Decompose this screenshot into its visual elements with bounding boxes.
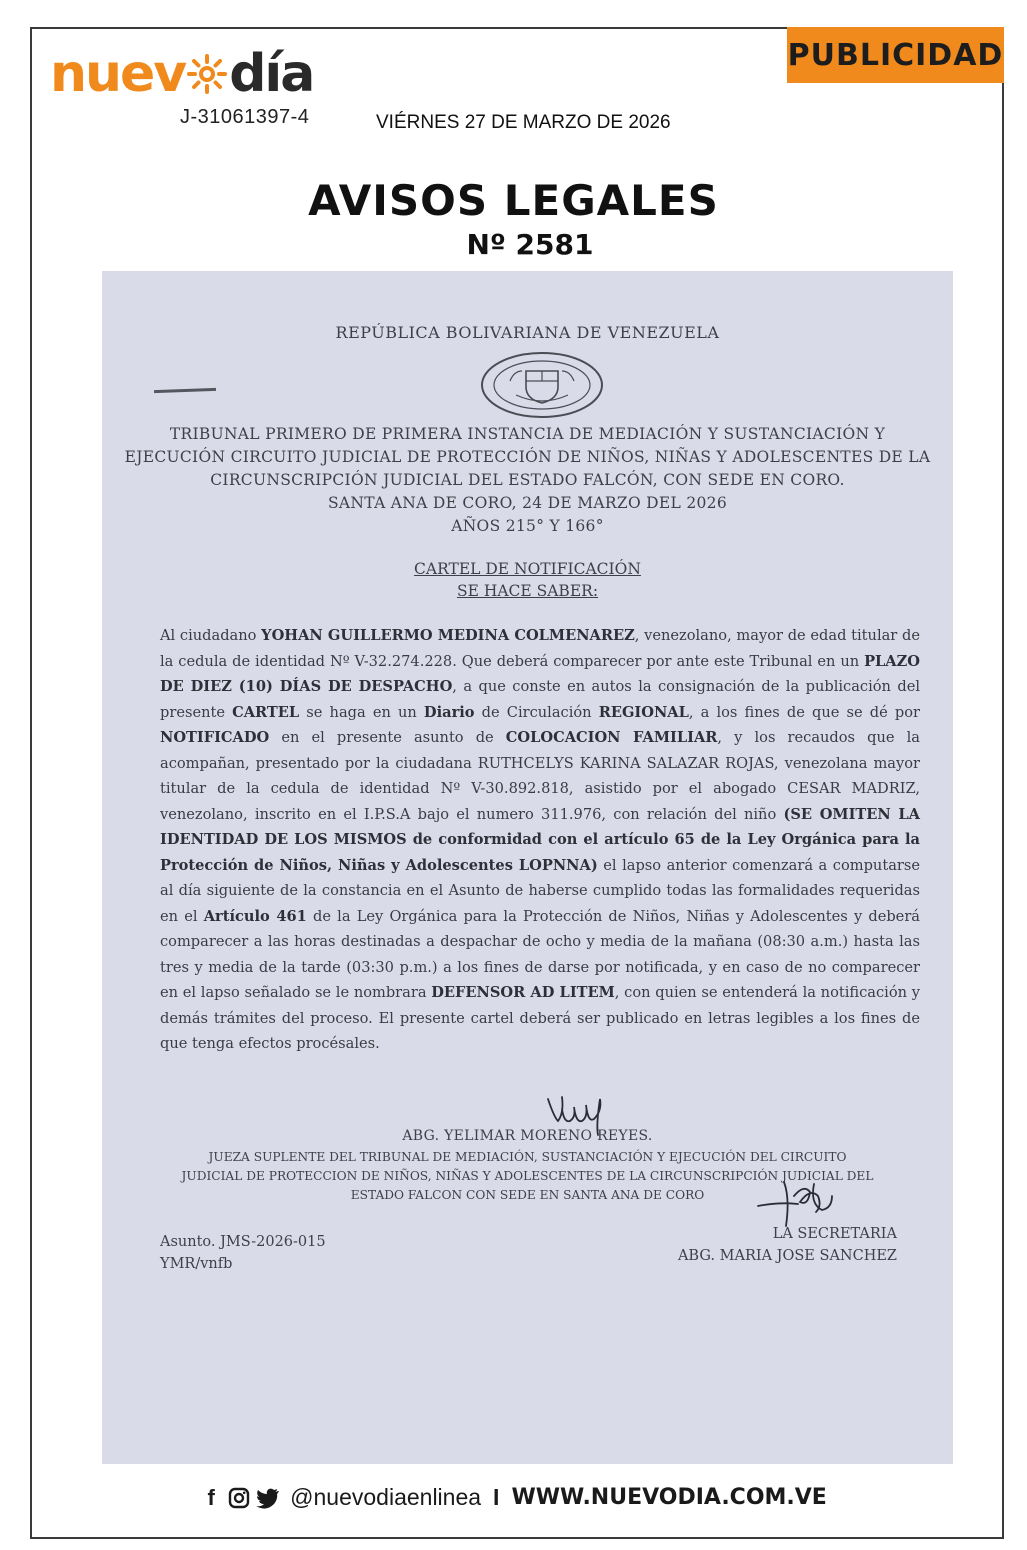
tribunal-heading bbox=[102, 423, 953, 538]
footer-separator: I bbox=[493, 1484, 500, 1510]
pen-mark bbox=[154, 388, 216, 393]
social-handle[interactable]: @nuevodiaenlinea bbox=[290, 1484, 482, 1510]
footer bbox=[0, 1484, 1027, 1511]
judge-title-line: ESTADO FALCON CON SEDE EN SANTA ANA DE CORO bbox=[350, 1188, 705, 1202]
page-title: AVISOS LEGALES bbox=[308, 176, 719, 225]
company-rif: J-31061397-4 bbox=[180, 106, 310, 128]
cartel-title: CARTEL DE NOTIFICACIÓN bbox=[414, 560, 641, 578]
years-line: AÑOS 215° Y 166° bbox=[451, 517, 604, 535]
logo-wordmark: nuev día bbox=[50, 44, 314, 104]
judge-title-line: JUEZA SUPLENTE DEL TRIBUNAL DE MEDIACIÓN, SUSTANCIACIÓN Y EJECUCIÓN DEL CIRCUITO bbox=[208, 1150, 847, 1164]
legal-notice-scan bbox=[102, 271, 953, 1464]
tribunal-line: EJECUCIÓN CIRCUITO JUDICIAL DE PROTECCIÓN DE NIÑOS, NIÑAS Y ADOLESCENTES DE LA bbox=[124, 448, 931, 466]
secretary-name: ABG. MARIA JOSE SANCHEZ bbox=[677, 1248, 897, 1264]
cartel-subtitle: SE HACE SABER: bbox=[456, 582, 599, 600]
republic-heading: REPÚBLICA BOLIVARIANA DE VENEZUELA bbox=[335, 323, 720, 342]
publicidad-badge: PUBLICIDAD bbox=[787, 27, 1004, 83]
judge-title-line: JUDICIAL DE PROTECCION DE NIÑOS, NIÑAS Y ADOLESCENTES DE LA CIRCUNSCRIPCIÓN JUDICIAL DEL bbox=[181, 1169, 874, 1183]
notice-body: Al ciudadano YOHAN GUILLERMO MEDINA COLMENAREZ, venezolano, mayor de edad titular de la cedula de identidad Nº V-32.274.228. Que deberá comparecer por ante este Tribunal en un PLAZO DE DIEZ (10) DÍAS DE DESPACHO, a que conste en autos la consignación de la publicación del presente CARTEL se haga en un Diario de Circulación REGIONAL, a los fines de que se dé por NOTIFICADO en el presente asunto de COLOCACION FAMILIAR, y los recaudos que la acompañan, presentado por la ciudadana RUTHCELYS KARINA SALAZAR ROJAS, venezolana mayor titular de la cedula de identidad Nº V-30.892.818, asistido por el abogado CESAR MADRIZ, venezolano, inscrito en el I.P.S.A bajo el numero 311.976, con relación del niño (SE OMITEN LA IDENTIDAD DE LOS MISMOS de conformidad con el artículo 65 de la Ley Orgánica para la Protección de Niños, Niñas y Adolescentes LOPNNA) el lapso anterior comenzará a computarse al día siguiente de la constancia en el Asunto de haberse cumplido todas las formalidades requeridas en el Artículo 461 de la Ley Orgánica para la Protección de Niños, Niñas y Adolescentes y deberá comparecer a las horas destinadas a despachar de ocho y media de la mañana (08:30 a.m.) hasta las tres y media de la tarde (03:30 p.m.) a los fines de darse por notificada, y en caso de no comparecer en el lapso señalado se le nombrara DEFENSOR AD LITEM, con quien se entenderá la notificación y demás trámites del proceso. El presente cartel deberá ser publicado en letras legibles a los fines de que tenga efectos procésales. bbox=[160, 627, 921, 1052]
tribunal-line: CIRCUNSCRIPCIÓN JUDICIAL DEL ESTADO FALCÓN, CON SEDE EN CORO. bbox=[210, 471, 845, 489]
case-reference bbox=[160, 1231, 326, 1275]
facebook-icon[interactable]: f bbox=[207, 1484, 215, 1510]
coat-of-arms-seal-icon bbox=[480, 351, 605, 419]
secretary-block bbox=[678, 1223, 897, 1267]
place-date-line: SANTA ANA DE CORO, 24 DE MARZO DEL 2026 bbox=[328, 494, 727, 512]
nuevodia-logo bbox=[50, 46, 313, 102]
tribunal-line: TRIBUNAL PRIMERO DE PRIMERA INSTANCIA DE MEDIACIÓN Y SUSTANCIACIÓN Y bbox=[169, 425, 886, 443]
notice-number: Nº 2581 bbox=[466, 228, 594, 261]
judge-name: ABG. YELIMAR MORENO REYES. bbox=[402, 1128, 653, 1144]
sun-icon bbox=[186, 53, 228, 95]
issue-date: VIÉRNES 27 DE MARZO DE 2026 bbox=[376, 112, 671, 133]
secretary-title: LA SECRETARIA bbox=[772, 1226, 897, 1242]
case-initials: YMR/vnfb bbox=[160, 1256, 233, 1272]
cartel-heading bbox=[102, 558, 953, 602]
website-link[interactable]: WWW.NUEVODIA.COM.VE bbox=[511, 1485, 827, 1510]
case-number: Asunto. JMS-2026-015 bbox=[160, 1234, 326, 1250]
instagram-icon[interactable] bbox=[228, 1487, 250, 1509]
twitter-icon[interactable] bbox=[256, 1487, 280, 1509]
